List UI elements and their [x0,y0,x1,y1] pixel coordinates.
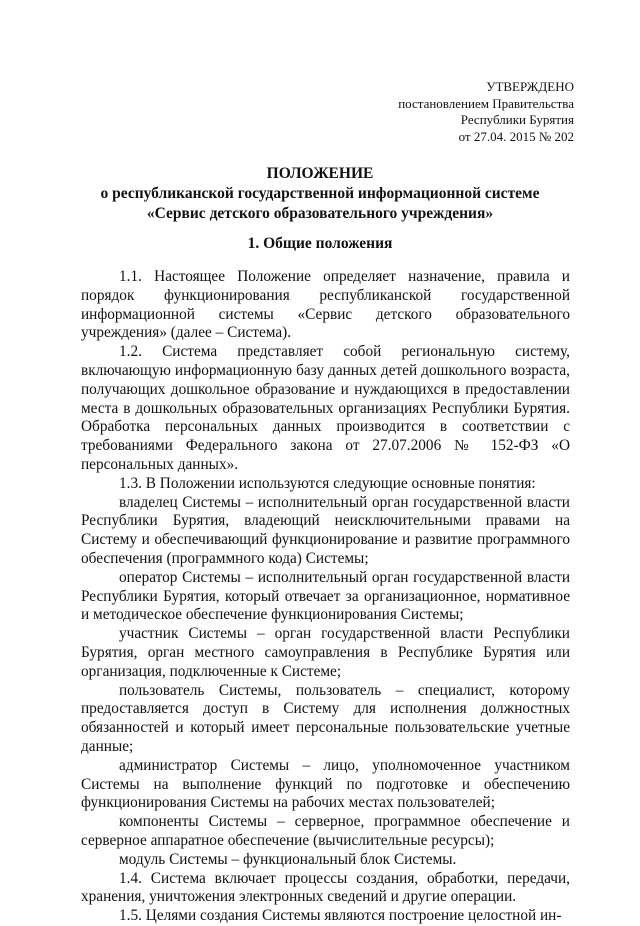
approval-line: постановлением Правительства [398,95,574,111]
paragraph: 1.3. В Положении используются следующие основные понятия: [119,474,536,492]
definition-paragraph: участник Системы – орган государственной власти Республики Бурятия, орган местного самоуправления в Республике Бурятия или организация, подключенные к Системе; [81,625,570,680]
paragraph: 1.5. Целями создания Системы являются построение целостной ин- [119,907,562,925]
approval-date-line: от 27.04. 2015 № 202 [458,128,574,144]
document-title [0,164,640,224]
definition-paragraph: компоненты Системы – серверное, программное обеспечение и серверное аппаратное обеспечение (вычислительные ресурсы); [81,813,570,849]
paragraph: 1.2. Система представляет собой региональную систему, включающую информационную базу данных детей дошкольного возраста, получающих дошкольное образование и нуждающихся в предоставлении места в дошкольных образовательных организациях Республики Бурятия. Обработка персональных данных производится в соответствии с требованиями Федерального закона от 27.07.2006 № 152-ФЗ «О персональных данных». [81,343,570,473]
definition-paragraph: владелец Системы – исполнительный орган государственной власти Республики Бурятия, владеющий неисключительными правами на Систему и обеспечивающий функционирование и развитие программного обеспечения (программного кода) Системы; [81,493,570,567]
approval-line: Республики Бурятия [460,112,574,127]
title-line: о республиканской государственной информационной системе [100,185,540,202]
title-line: «Сервис детского образовательного учреждения» [146,205,494,222]
definition-paragraph: модуль Системы – функциональный блок Системы. [119,850,457,868]
title-line: ПОЛОЖЕНИЕ [266,165,374,182]
section-heading: 1. Общие положения [247,235,393,252]
definition-paragraph: пользователь Системы, пользователь – специалист, которому предоставляется доступ в Систему для исполнения должностных обязанностей и который имеет персональные пользовательские учетные данные; [81,681,570,755]
approval-stamp [398,79,574,145]
definition-paragraph: администратор Системы – лицо, уполномоченное участником Системы на выполнение функций по подготовке и обеспечению функционирования Системы на рабочих местах пользователей; [81,756,570,812]
document-body [81,268,570,926]
definition-paragraph: оператор Системы – исполнительный орган государственной власти Республики Бурятия, который отвечает за организационное, нормативное и методическое обеспечение функционирования Системы; [81,568,570,624]
paragraph: 1.4. Система включает процессы создания, обработки, передачи, хранения, уничтожения электронных сведений и другие операции. [81,869,570,906]
approval-line: УТВЕРЖДЕНО [486,79,574,94]
paragraph: 1.1. Настоящее Положение определяет назначение, правила и порядок функционирования республиканской государственной информационной системы «Сервис детского образовательного учреждения» (далее – Система). [81,268,570,342]
